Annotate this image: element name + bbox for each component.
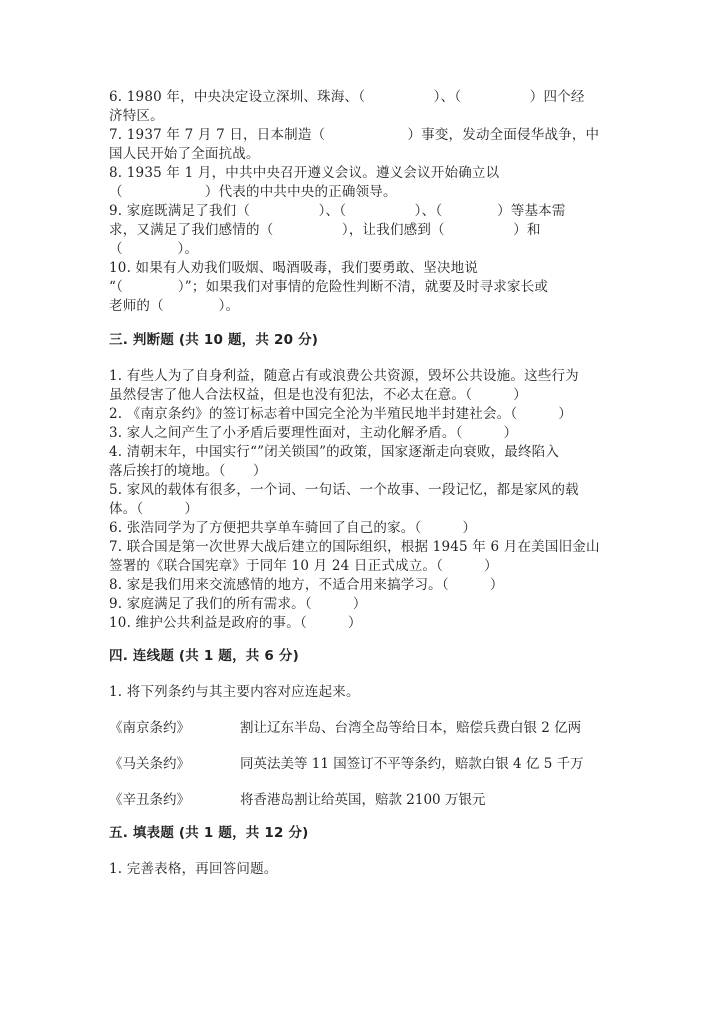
judge-line: 体。（ ） [109, 501, 199, 517]
q8-line-1: 8. 1935 年 1 月，中共中央召开遵义会议。遵义会议开始确立以 [109, 165, 500, 181]
q6-line-1: 6. 1980 年，中央决定设立深圳、珠海、（ ）、（ ）四个经 [109, 89, 585, 105]
treaty-right: 将香港岛割让给英国，赔款 2100 万银元 [240, 792, 486, 808]
judge-line: 8. 家是我们用来交流感情的地方，不适合用来搞学习。（ ） [109, 577, 504, 593]
section-5-heading: 五. 填表题 (共 1 题，共 12 分) [109, 825, 309, 841]
judge-line: 落后挨打的境地。（ ） [109, 463, 267, 479]
judge-line: 虽然侵害了他人合法权益，但是也没有犯法，不必太在意。（ ） [109, 387, 527, 403]
treaty-left: 《南京条约》 [109, 720, 190, 736]
treaty-right: 割让辽东半岛、台湾全岛等给日本，赔偿兵费白银 2 亿两 [240, 720, 582, 736]
judge-line: 2. 《南京条约》的签订标志着中国完全沦为半殖民地半封建社会。（ ） [109, 406, 573, 422]
section-4-heading: 四. 连线题 (共 1 题，共 6 分) [109, 648, 299, 664]
treaty-right: 同英法美等 11 国签订不平等条约，赔款白银 4 亿 5 千万 [240, 756, 584, 772]
q9-line-2: 求，又满足了我们感情的（ ），让我们感到（ ）和 [109, 222, 541, 238]
q8-line-2: （ ）代表的中共中央的正确领导。 [109, 184, 397, 200]
treaty-left: 《马关条约》 [109, 756, 190, 772]
q7-line-1: 7. 1937 年 7 月 7 日，日本制造（ ）事变，发动全面侵华战争，中 [109, 127, 600, 143]
judge-line: 4. 清朝末年，中国实行“”闭关锁国”的政策，国家逐渐走向衰败，最终陷入 [109, 444, 560, 460]
judge-line: 10. 维护公共利益是政府的事。（ ） [109, 615, 362, 631]
judge-line: 7. 联合国是第一次世界大战后建立的国际组织，根据 1945 年 6 月在美国旧金山 [109, 539, 600, 555]
section-3-heading: 三. 判断题 (共 10 题，共 20 分) [109, 332, 319, 348]
q6-line-2: 济特区。 [109, 108, 164, 124]
q10-line-2: “（ ）”；如果我们对事情的危险性判断不清，就要及时寻求家长或 [109, 279, 549, 295]
q9-line-3: （ ）。 [109, 241, 199, 257]
judge-line: 6. 张浩同学为了方便把共享单车骑回了自己的家。（ ） [109, 520, 477, 536]
q7-line-2: 国人民开始了全面抗战。 [109, 146, 260, 162]
q9-line-1: 9. 家庭既满足了我们（ ）、（ ）、（ ）等基本需 [109, 203, 566, 219]
q10-line-1: 10. 如果有人劝我们吸烟、喝酒吸毒，我们要勇敢、坚决地说 [109, 260, 479, 276]
judge-line: 签署的《联合国宪章》于同年 10 月 24 日正式成立。（ ） [109, 558, 498, 574]
matching-question: 1. 将下列条约与其主要内容对应连起来。 [109, 684, 360, 700]
judge-line: 9. 家庭满足了我们的所有需求。（ ） [109, 596, 367, 612]
judge-line: 3. 家人之间产生了小矛盾后要理性面对，主动化解矛盾。（ ） [109, 425, 518, 441]
q10-line-3: 老师的（ ）。 [109, 298, 240, 314]
judge-line: 1. 有些人为了自身利益，随意占有或浪费公共资源，毁坏公共设施。这些行为 [109, 368, 579, 384]
treaty-left: 《辛丑条约》 [109, 792, 190, 808]
table-question: 1. 完善表格，再回答问题。 [109, 861, 278, 877]
judge-line: 5. 家风的载体有很多，一个词、一句话、一个故事、一段记忆，都是家风的载 [109, 482, 579, 498]
